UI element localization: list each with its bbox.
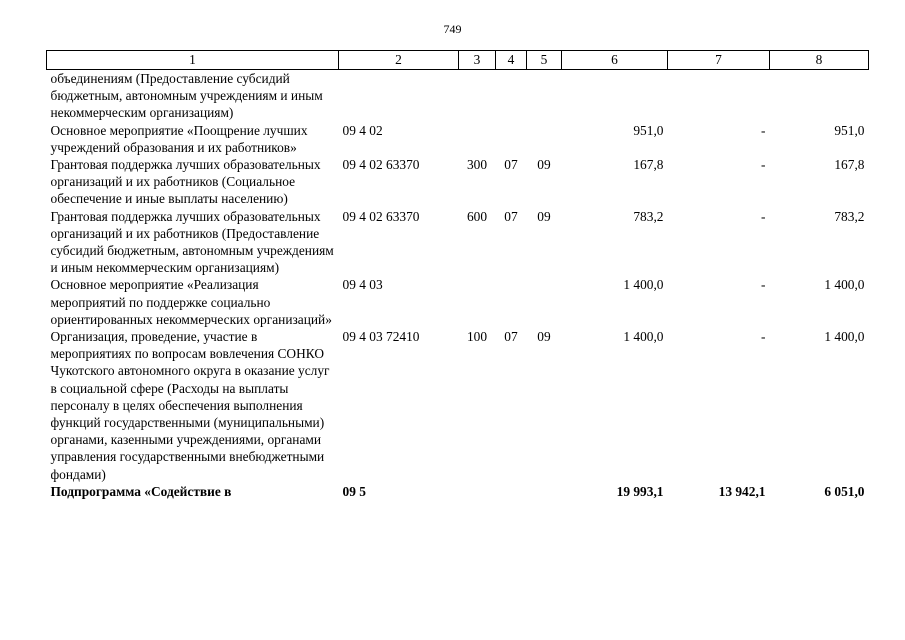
- row-col6: 167,8: [633, 157, 664, 173]
- row-code: 09 4 02: [342, 122, 383, 138]
- row-col4: 07: [504, 157, 518, 173]
- row-col8: 1 400,0: [824, 277, 865, 293]
- page-number: 749: [443, 22, 462, 36]
- row-col5: [527, 483, 562, 500]
- row-col7: -: [761, 157, 766, 173]
- table-row: [47, 276, 869, 328]
- row-col3: [459, 70, 496, 122]
- row-code: 09 5: [342, 483, 366, 499]
- row-col3: 600: [466, 208, 488, 224]
- column-header: 6: [562, 51, 668, 70]
- header-row: [47, 51, 869, 70]
- row-col4: [496, 122, 527, 156]
- row-name: Основное мероприятие «Поощрение лучших учреждений образования и их работников»: [50, 122, 308, 155]
- row-code: 09 4 03 72410: [342, 329, 420, 345]
- row-col3: [459, 276, 496, 328]
- row-col7: -: [761, 277, 766, 293]
- row-col8: 951,0: [834, 122, 865, 138]
- table-row: [47, 122, 869, 156]
- table-row: [47, 208, 869, 277]
- row-col5: 09: [537, 208, 551, 224]
- row-col3: 100: [466, 329, 488, 345]
- row-col6: 951,0: [633, 122, 664, 138]
- row-name: Грантовая поддержка лучших образовательных организаций и их работников (Предоставление субсидий бюджетным, автономным учреждениям и иным некоммерческим организациям): [50, 208, 334, 276]
- table-row: [47, 70, 869, 122]
- column-header: 5: [527, 51, 562, 70]
- column-header: 2: [339, 51, 459, 70]
- row-col4: [496, 70, 527, 122]
- row-col6: 19 993,1: [616, 483, 664, 499]
- row-col4: 07: [504, 208, 518, 224]
- row-col6: 1 400,0: [623, 329, 664, 345]
- row-col4: [496, 483, 527, 500]
- row-col5: [527, 70, 562, 122]
- table-row: [47, 483, 869, 500]
- column-header: 8: [770, 51, 869, 70]
- row-col7: [668, 70, 770, 122]
- column-header: 7: [668, 51, 770, 70]
- row-col3: 300: [466, 157, 488, 173]
- row-col8: [770, 70, 869, 122]
- row-name: Организация, проведение, участие в мероприятиях по вопросам вовлечения СОНКО Чукотского автономного округа в оказание услуг в социальной сфере (Расходы на выплаты персоналу в целях обеспечения выполнения функций государственными (муниципальными) органами, казенными учреждениями, органами управления государственными внебюджетными фондами): [50, 329, 330, 482]
- column-header: 1: [47, 51, 339, 70]
- row-col5: [527, 276, 562, 328]
- row-name: объединениям (Предоставление субсидий бюджетным, автономным учреждениям и иным некоммерческим организациям): [50, 71, 323, 121]
- row-col8: 783,2: [834, 208, 865, 224]
- table-row: [47, 156, 869, 208]
- row-name: Основное мероприятие «Реализация мероприятий по поддержке социально ориентированных некоммерческих организаций»: [50, 277, 332, 327]
- row-col4: [496, 276, 527, 328]
- row-col8: 167,8: [834, 157, 865, 173]
- row-col3: [459, 483, 496, 500]
- row-col7: -: [761, 208, 766, 224]
- row-code: 09 4 02 63370: [342, 157, 420, 173]
- row-col6: 783,2: [633, 208, 664, 224]
- row-col6: [562, 70, 668, 122]
- row-code: 09 4 03: [342, 277, 383, 293]
- row-col5: 09: [537, 157, 551, 173]
- row-col6: 1 400,0: [623, 277, 664, 293]
- row-col7: 13 942,1: [718, 483, 766, 499]
- row-code: [339, 70, 459, 122]
- row-col5: 09: [537, 329, 551, 345]
- table-row: [47, 328, 869, 483]
- row-col8: 1 400,0: [824, 329, 865, 345]
- row-name: Подпрограмма «Содействие в: [50, 483, 232, 499]
- row-col5: [527, 122, 562, 156]
- row-col4: 07: [504, 329, 518, 345]
- budget-table: [46, 50, 869, 500]
- row-col7: -: [761, 329, 766, 345]
- row-name: Грантовая поддержка лучших образовательных организаций и их работников (Социальное обеспечение и иные выплаты населению): [50, 157, 321, 207]
- row-code: 09 4 02 63370: [342, 208, 420, 224]
- row-col7: -: [761, 122, 766, 138]
- column-header: 4: [496, 51, 527, 70]
- row-col3: [459, 122, 496, 156]
- row-col8: 6 051,0: [824, 483, 865, 499]
- column-header: 3: [459, 51, 496, 70]
